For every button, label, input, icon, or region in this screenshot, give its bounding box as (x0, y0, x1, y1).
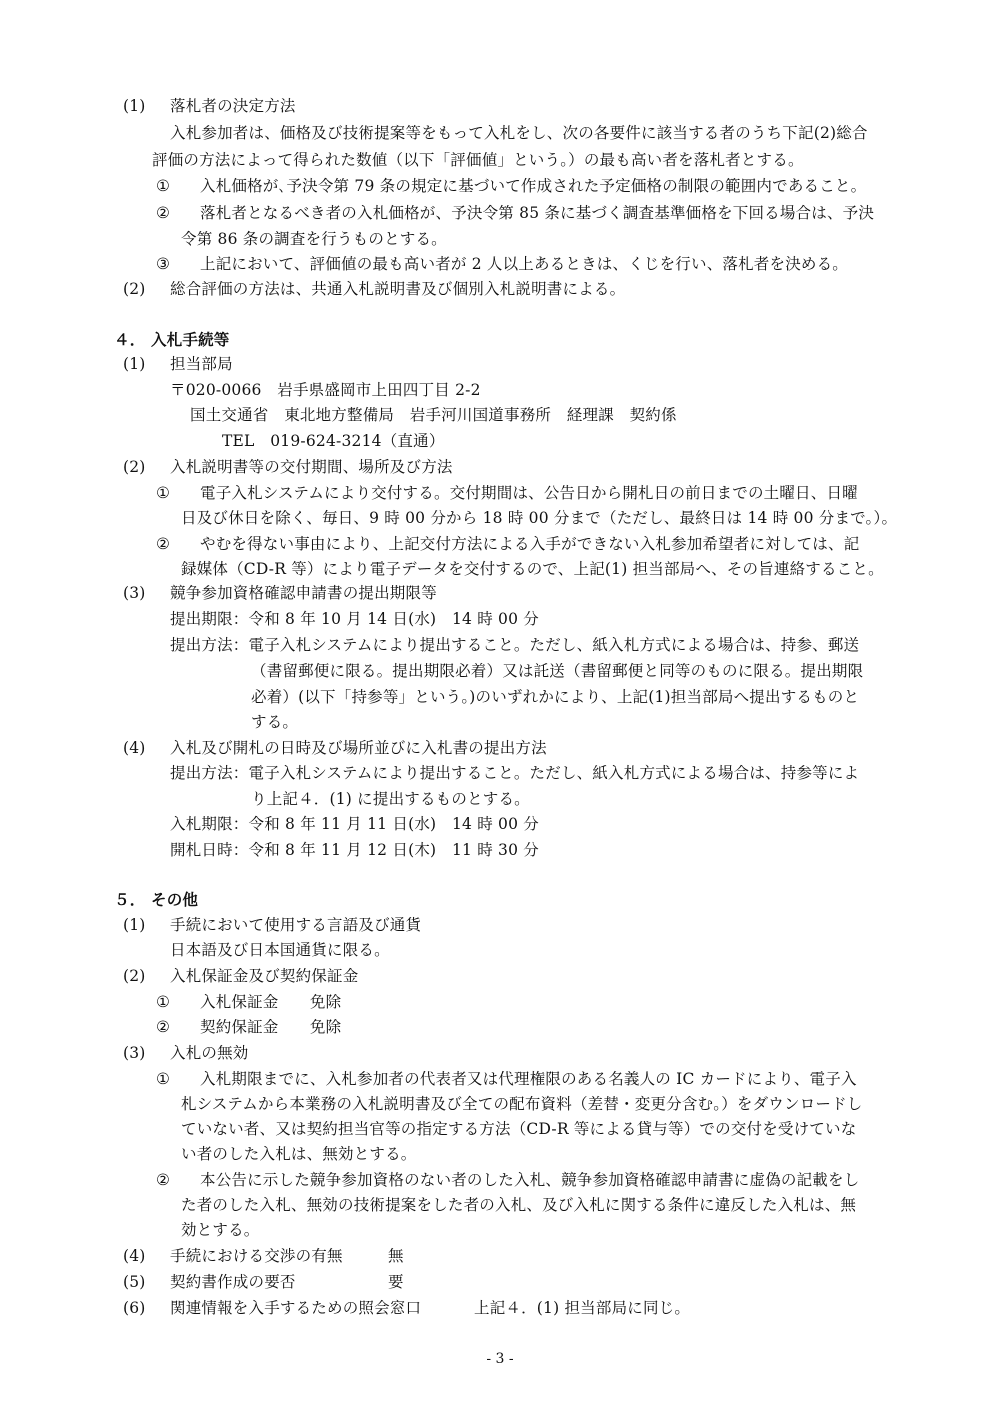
item-title: 担当部局 (170, 355, 233, 373)
list-item-text: 札システムから本業務の入札説明書及び全ての配布資料（差替・変更分含む。）をダウンロードし (181, 1095, 863, 1113)
item-title: 入札及び開札の日時及び場所並びに入札書の提出方法 (170, 739, 547, 757)
list-marker: ① (156, 484, 171, 502)
list-item-text: 電子入札システムにより交付する。交付期間は、公告日から開札日の前日までの土曜日、日曜 (200, 484, 858, 502)
list-item-text: 本公告に示した競争参加資格のない者のした入札、競争参加資格確認申請書に虚偽の記載をし (200, 1171, 860, 1189)
list-marker: ② (156, 1171, 171, 1189)
list-item-text: い者のした入札は、無効とする。 (181, 1145, 417, 1163)
item-number: (1) (123, 916, 146, 934)
paragraph-line: 評価の方法によって得られた数値（以下「評価値」という。）の最も高い者を落札者とする。 (152, 151, 804, 169)
list-item-text: 録媒体（CD-R 等）により電子データを交付するので、上記(1) 担当部局へ、その旨連絡すること。 (181, 560, 884, 578)
list-marker: ① (156, 1070, 171, 1088)
list-marker: ② (156, 535, 171, 553)
list-item-text: 令第 86 条の調査を行うものとする。 (181, 230, 447, 248)
list-item-text: 入札価格が､予決令第 79 条の規定に基づいて作成された予定価格の制限の範囲内であること。 (200, 177, 867, 195)
list-marker: ③ (156, 255, 171, 273)
item-number: (6) (123, 1299, 146, 1317)
list-item-text: やむを得ない事由により、上記交付方法による入手ができない入札参加希望者に対しては、記 (200, 535, 860, 553)
section-heading: ５． その他 (114, 890, 199, 909)
list-item-text: 落札者となるべき者の入札価格が、予決令第 85 条に基づく調査基準価格を下回る場合は、予決 (200, 204, 875, 222)
item-label: 関連情報を入手するための照会窓口 (170, 1299, 422, 1317)
list-item-text: 日及び休日を除く、毎日、9 時 00 分から 18 時 00 分まで（ただし、最終日は 14 時 00 分まで。）。 (181, 509, 898, 527)
item-number: (2) (123, 458, 146, 476)
item-title: 入札説明書等の交付期間、場所及び方法 (170, 458, 453, 476)
item-text: 総合評価の方法は、共通入札説明書及び個別入札説明書による。 (170, 280, 626, 298)
page-number: - 3 - (486, 1351, 514, 1367)
list-item-text: ていない者、又は契約担当官等の指定する方法（CD-R 等による貸与等）での交付を受けていな (181, 1120, 857, 1138)
list-marker: ② (156, 1018, 171, 1036)
list-item-text: 入札期限までに、入札参加者の代表者又は代理権限のある名義人の IC カードにより、電子入 (200, 1070, 857, 1088)
item-title: 落札者の決定方法 (170, 97, 296, 115)
list-marker: ① (156, 177, 171, 195)
item-number: (2) (123, 967, 146, 985)
opening-line: 開札日時：令和 8 年 11 月 12 日(木) 11 時 30 分 (170, 841, 539, 859)
item-number: (4) (123, 739, 146, 757)
item-number: (1) (123, 97, 146, 115)
item-label: 契約書作成の要否 (170, 1273, 296, 1291)
item-label: 手続における交渉の有無 (170, 1247, 343, 1265)
list-marker: ② (156, 204, 171, 222)
item-text: 日本語及び日本国通貨に限る。 (170, 941, 390, 959)
list-item-text: 契約保証金 免除 (200, 1018, 342, 1036)
method-line: （書留郵便に限る。提出期限必着）又は託送（書留郵便と同等のものに限る。提出期限 (251, 662, 864, 680)
item-title: 手続において使用する言語及び通貨 (170, 916, 422, 934)
section-heading: ４． 入札手続等 (114, 330, 230, 349)
office-line: 国土交通省 東北地方整備局 岩手河川国道事務所 経理課 契約係 (190, 406, 677, 424)
method-line: する。 (251, 713, 299, 731)
paragraph-line: 入札参加者は、価格及び技術提案等をもって入札をし、次の各要件に該当する者のうち下記(2)総合 (170, 124, 868, 142)
list-marker: ① (156, 993, 171, 1011)
item-title: 入札保証金及び契約保証金 (170, 967, 359, 985)
item-number: (2) (123, 280, 146, 298)
item-value: 上記４．(1) 担当部局に同じ。 (474, 1299, 691, 1317)
list-item-text: た者のした入札、無効の技術提案をした者の入札、及び入札に関する条件に違反した入札は、無 (181, 1196, 857, 1214)
deadline-line: 提出期限：令和 8 年 10 月 14 日(水) 14 時 00 分 (170, 610, 539, 628)
item-number: (1) (123, 355, 146, 373)
method-line: り上記４．(1) に提出するものとする。 (251, 790, 530, 808)
list-item-text: 効とする。 (181, 1221, 260, 1239)
list-item-text: 入札保証金 免除 (200, 993, 342, 1011)
item-value: 要 (388, 1273, 404, 1291)
item-value: 無 (388, 1247, 404, 1265)
item-number: (4) (123, 1247, 146, 1265)
item-number: (3) (123, 584, 146, 602)
item-title: 競争参加資格確認申請書の提出期限等 (170, 584, 437, 602)
method-line: 必着）(以下「持参等」という。)のいずれかにより、上記(1)担当部局へ提出するものと (251, 688, 860, 706)
list-item-text: 上記において、評価値の最も高い者が 2 人以上あるときは、くじを行い、落札者を決める。 (200, 255, 849, 273)
tel-line: TEL 019-624-3214（直通） (222, 432, 445, 450)
bid-deadline-line: 入札期限：令和 8 年 11 月 11 日(水) 14 時 00 分 (170, 815, 539, 833)
method-line: 提出方法：電子入札システムにより提出すること。ただし、紙入札方式による場合は、持参等によ (170, 764, 860, 782)
item-title: 入札の無効 (170, 1044, 249, 1062)
address-line: 〒020-0066 岩手県盛岡市上田四丁目 2-2 (170, 381, 481, 399)
item-number: (3) (123, 1044, 146, 1062)
item-number: (5) (123, 1273, 146, 1291)
method-line: 提出方法：電子入札システムにより提出すること。ただし、紙入札方式による場合は、持参、郵送 (170, 636, 860, 654)
